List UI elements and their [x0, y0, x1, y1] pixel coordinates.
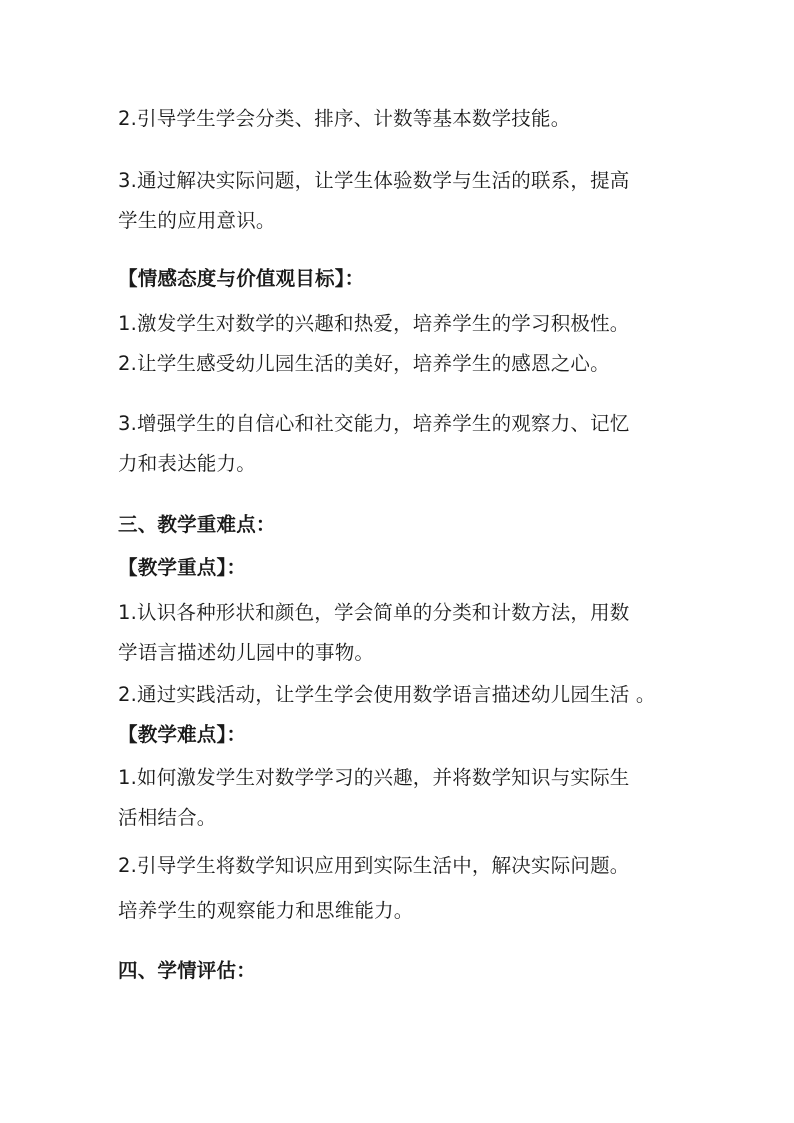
section-four-heading: 四、学情评估： [118, 959, 256, 982]
key-point-line-1-cont: 学语言描述幼儿园中的事物。 [118, 641, 375, 664]
skill-goal-line-2: 2.引导学生学会分类、排序、计数等基本数学技能。 [118, 107, 571, 130]
skill-goal-line-3-cont: 学生的应用意识。 [118, 209, 276, 232]
difficulty-line-2: 2.引导学生将数学知识应用到实际生活中，解决实际问题。 [118, 854, 630, 877]
emotion-goal-line-1: 1.激发学生对数学的兴趣和热爱，培养学生的学习积极性。 [118, 312, 630, 335]
emotion-goal-heading: 【情感态度与价值观目标】： [118, 267, 365, 290]
difficulty-line-1-cont: 活相结合。 [118, 806, 217, 829]
key-point-line-1: 1.认识各种形状和颜色，学会简单的分类和计数方法，用数 [118, 601, 630, 624]
difficulty-line-1: 1.如何激发学生对数学学习的兴趣，并将数学知识与实际生 [118, 766, 630, 789]
difficulty-heading: 【教学难点】： [118, 723, 247, 746]
difficulty-line-2-cont: 培养学生的观察能力和思维能力。 [118, 899, 414, 922]
section-three-heading: 三、教学重难点： [118, 513, 276, 536]
key-points-heading: 【教学重点】： [118, 556, 247, 579]
emotion-goal-line-3: 3.增强学生的自信心和社交能力，培养学生的观察力、记忆 [118, 412, 630, 435]
emotion-goal-line-3-cont: 力和表达能力。 [118, 452, 256, 475]
emotion-goal-line-2: 2.让学生感受幼儿园生活的美好，培养学生的感恩之心。 [118, 352, 610, 375]
key-point-line-2: 2.通过实践活动，让学生学会使用数学语言描述幼儿园生活 。 [118, 683, 656, 706]
skill-goal-line-3: 3.通过解决实际问题，让学生体验数学与生活的联系，提高 [118, 169, 630, 192]
